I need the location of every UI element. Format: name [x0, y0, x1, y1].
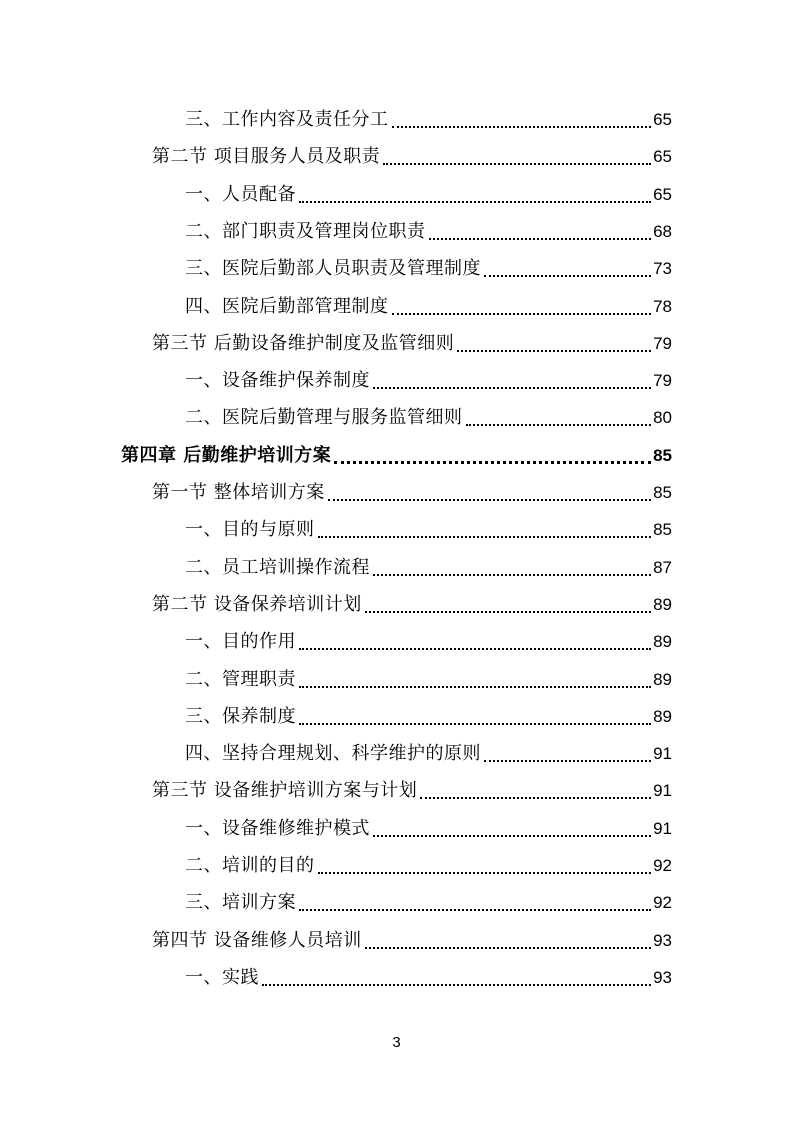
toc-entry-item[interactable] [185, 810, 672, 847]
toc-dot-leader [318, 847, 652, 884]
toc-dot-leader [373, 810, 651, 847]
toc-row [0, 325, 793, 362]
toc-entry-page-number: 65 [653, 147, 672, 167]
toc-entry-page-number: 92 [653, 893, 672, 913]
toc-row [0, 474, 793, 511]
toc-row [0, 959, 793, 996]
toc-entry-title: 二、管理职责 [185, 668, 296, 690]
toc-dot-leader [299, 698, 651, 735]
toc-entry-page-number: 89 [653, 669, 672, 689]
toc-entry-title: 四、坚持合理规划、科学维护的原则 [185, 743, 481, 765]
toc-entry-section[interactable] [152, 325, 672, 362]
toc-entry-page-number: 91 [653, 744, 672, 764]
toc-entry-page-number: 85 [653, 520, 672, 540]
toc-dot-leader [420, 772, 651, 809]
toc-entry-page-number: 89 [653, 706, 672, 726]
toc-row [0, 735, 793, 772]
toc-entry-item[interactable] [185, 288, 672, 325]
toc-row [0, 511, 793, 548]
toc-row [0, 661, 793, 698]
toc-entry-title: 一、设备维护保养制度 [185, 370, 370, 392]
toc-entry-title: 三、保养制度 [185, 705, 296, 727]
toc-entry-title: 四、医院后勤部管理制度 [185, 295, 389, 317]
toc-entry-title: 二、部门职责及管理岗位职责 [185, 220, 426, 242]
toc-row [0, 810, 793, 847]
toc-entry-title: 第三节 后勤设备维护制度及监管细则 [152, 332, 455, 354]
toc-row [0, 586, 793, 623]
toc-entry-item[interactable] [185, 176, 672, 213]
toc-entry-section[interactable] [152, 138, 672, 175]
toc-entry-item[interactable] [185, 250, 672, 287]
toc-entry-page-number: 89 [653, 632, 672, 652]
toc-entry-item[interactable] [185, 735, 672, 772]
page-number: 3 [392, 1034, 401, 1051]
toc-dot-leader [383, 138, 651, 175]
toc-entry-title: 第二节 项目服务人员及职责 [152, 146, 381, 168]
toc-entry-page-number: 91 [653, 781, 672, 801]
toc-row [0, 847, 793, 884]
toc-entry-title: 一、目的与原则 [185, 519, 315, 541]
toc-row [0, 549, 793, 586]
toc-entry-item[interactable] [185, 698, 672, 735]
toc-entry-page-number: 73 [653, 259, 672, 279]
toc-entry-page-number: 91 [653, 818, 672, 838]
toc-dot-leader [457, 325, 651, 362]
toc-entry-item[interactable] [185, 623, 672, 660]
toc-entry-title: 第一节 整体培训方案 [152, 482, 325, 503]
toc-entry-page-number: 93 [653, 967, 672, 987]
toc-entry-item[interactable] [185, 101, 672, 138]
toc-dot-leader [484, 735, 651, 772]
toc-row [0, 399, 793, 436]
toc-entry-title: 第二节 设备保养培训计划 [152, 593, 362, 615]
toc-row [0, 101, 793, 138]
toc-entry-title: 二、医院后勤管理与服务监管细则 [185, 407, 463, 429]
toc-entry-section[interactable] [152, 922, 672, 959]
toc-entry-item[interactable] [185, 213, 672, 250]
toc-entry-section[interactable] [152, 772, 672, 809]
toc-entry-page-number: 93 [653, 930, 672, 950]
toc-row [0, 922, 793, 959]
toc-entry-item[interactable] [185, 884, 672, 921]
toc-entry-page-number: 85 [653, 483, 672, 502]
toc-entry-title: 三、工作内容及责任分工 [185, 109, 389, 130]
toc-dot-leader [373, 549, 651, 586]
toc-row [0, 437, 793, 474]
toc-row [0, 176, 793, 213]
toc-entry-title: 第四节 设备维修人员培训 [152, 929, 362, 951]
toc-entry-item[interactable] [185, 661, 672, 698]
toc-entry-page-number: 87 [653, 557, 672, 577]
toc-entry-item[interactable] [185, 549, 672, 586]
toc-entry-item[interactable] [185, 511, 672, 548]
toc-dot-leader [392, 288, 652, 325]
toc-dot-leader [429, 213, 652, 250]
toc-row [0, 250, 793, 287]
toc-entry-title: 二、培训的目的 [185, 855, 315, 876]
toc-dot-leader [262, 959, 651, 996]
toc-dot-leader [299, 884, 651, 921]
toc-entry-title: 第四章 后勤维护培训方案 [121, 444, 332, 466]
toc-entry-page-number: 80 [653, 408, 672, 428]
toc-row [0, 138, 793, 175]
toc-entry-item[interactable] [185, 362, 672, 399]
toc-row [0, 772, 793, 809]
toc-entry-page-number: 78 [653, 296, 672, 316]
toc-dot-leader [466, 399, 652, 436]
toc-entry-page-number: 79 [653, 333, 672, 353]
toc-entry-title: 一、目的作用 [185, 631, 296, 653]
toc-entry-item[interactable] [185, 399, 672, 436]
toc-dot-leader [328, 474, 651, 511]
toc-dot-leader [334, 437, 651, 474]
toc-entry-title: 一、人员配备 [185, 183, 296, 205]
toc-dot-leader [365, 586, 651, 623]
toc-entry-page-number: 89 [653, 594, 672, 614]
toc-entry-item[interactable] [185, 959, 672, 996]
toc-entry-title: 一、设备维修维护模式 [185, 817, 370, 839]
toc-dot-leader [299, 176, 651, 213]
toc-entry-page-number: 68 [653, 221, 672, 241]
toc-dot-leader [484, 250, 651, 287]
toc-row [0, 213, 793, 250]
toc-entry-title: 三、医院后勤部人员职责及管理制度 [185, 258, 481, 280]
toc-entry-section[interactable] [152, 474, 672, 511]
toc-entry-page-number: 79 [653, 371, 672, 391]
toc-row [0, 288, 793, 325]
toc-dot-leader [299, 661, 651, 698]
toc-dot-leader [373, 362, 651, 399]
toc-dot-leader [318, 511, 652, 548]
toc-dot-leader [299, 623, 651, 660]
toc-dot-leader [365, 922, 651, 959]
toc-entry-item[interactable] [185, 847, 672, 884]
toc-row [0, 623, 793, 660]
toc-entry-title: 二、员工培训操作流程 [185, 556, 370, 578]
toc-entry-page-number: 65 [653, 184, 672, 204]
toc-row [0, 698, 793, 735]
toc-entry-title: 三、培训方案 [185, 892, 296, 914]
toc-entry-page-number: 92 [653, 856, 672, 875]
toc-entry-title: 一、实践 [185, 966, 259, 988]
toc-entry-page-number: 65 [653, 110, 672, 129]
toc-row [0, 362, 793, 399]
toc-row [0, 884, 793, 921]
toc-entry-section[interactable] [152, 586, 672, 623]
toc-entry-title: 第三节 设备维护培训方案与计划 [152, 780, 418, 802]
toc-entry-page-number: 85 [653, 445, 672, 465]
toc-dot-leader [392, 101, 652, 138]
toc-entry-chapter[interactable] [121, 437, 672, 474]
